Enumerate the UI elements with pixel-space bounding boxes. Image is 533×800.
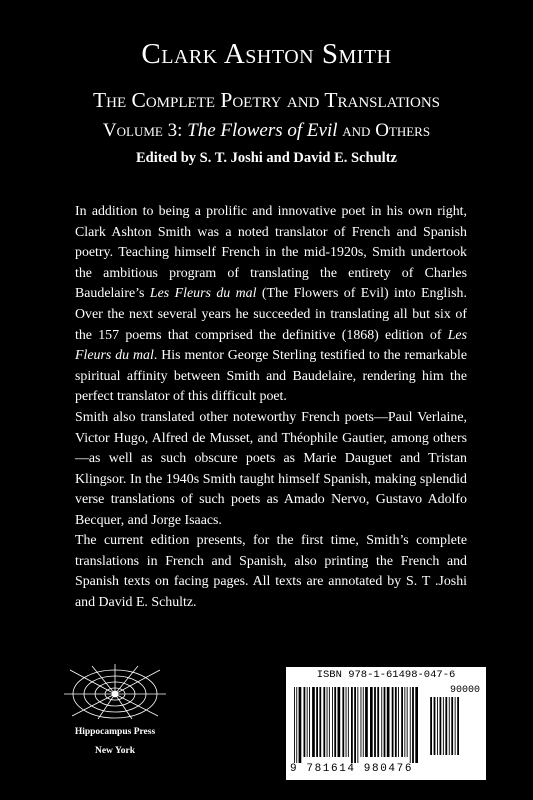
barcode-bar xyxy=(307,687,308,757)
blurb-text-run: In addition to being a prolific and innovative poet in his own right, Clark Ashton Smith was a noted translator of French and Spanish poetry. Teaching himself French in the mid-1920s, Smith undertook the ambitious program of translating the entirety of Charles Baudelaire’s xyxy=(75,204,467,302)
barcode-bar xyxy=(377,687,379,757)
blurb-paragraph-1 xyxy=(75,202,467,408)
barcode-bar xyxy=(374,687,376,757)
barcode-bar xyxy=(299,687,302,763)
blurb-paragraph-3: The current edition presents, for the first time, Smith’s complete translations in French and Spanish, also printing the French and Spanish texts on facing pages. All texts are annotated by S. T .Joshi and David E. Schultz. xyxy=(75,533,467,610)
volume-title-italic: The Flowers of Evil xyxy=(187,120,338,141)
blurb-paragraph-2: Smith also translated other noteworthy French poets—Paul Verlaine, Victor Hugo, Alfred de Musset, and Théophile Gautier, among others—as well as such obscure poets as Marie Dauguet and Tristan Klingsor. In the 1940s Smith taught himself Spanish, making splendid verse translations of such poets as Amado Nervo, Gustavo Adolfo Becquer, and Jorge Isaacs. xyxy=(75,410,467,528)
barcode-bar xyxy=(304,687,306,757)
ean-digits: 9 781614 980476 xyxy=(290,763,414,775)
isbn-barcode xyxy=(286,667,486,780)
barcode-bars xyxy=(286,683,486,763)
barcode-bar xyxy=(370,687,373,757)
barcode-bar xyxy=(316,687,318,757)
barcode-bar xyxy=(415,687,418,763)
barcode-bar xyxy=(363,687,364,757)
blurb-text-run: . His mentor George Sterling testified to the remarkable spiritual affinity between Smith and Baudelaire, rendering him the perfect translator of this difficult poet. xyxy=(75,348,467,405)
barcode-bar xyxy=(440,697,442,755)
spider-web-icon xyxy=(62,664,168,720)
barcode-bar xyxy=(365,687,368,757)
barcode-bar xyxy=(357,687,358,763)
volume-suffix: and Others xyxy=(342,120,431,141)
barcode-bar xyxy=(342,687,344,757)
barcode-bar xyxy=(401,687,403,757)
barcode-bar xyxy=(346,687,347,757)
barcode-bar xyxy=(351,687,353,763)
barcode-bar xyxy=(312,687,315,757)
barcode-bar xyxy=(327,687,328,757)
barcode-bar xyxy=(384,687,386,757)
barcode-bar xyxy=(361,687,362,757)
barcode-bar xyxy=(430,697,432,755)
isbn-label: ISBN 978-1-61498-047-6 xyxy=(316,669,456,681)
barcode-bar xyxy=(451,697,453,755)
barcode-bar xyxy=(309,687,310,757)
book-title-italic: Les Fleurs du mal xyxy=(75,327,467,364)
barcode-bar xyxy=(392,687,394,757)
editors-line: Edited by S. T. Joshi and David E. Schultz xyxy=(136,150,397,166)
barcode-bar xyxy=(434,697,436,755)
volume-prefix: Volume 3: xyxy=(102,120,183,141)
barcode-bar xyxy=(437,697,438,755)
publisher-city: New York xyxy=(94,746,136,756)
barcode-bar xyxy=(449,697,450,755)
barcode-bar xyxy=(445,697,447,755)
volume-title xyxy=(0,120,533,142)
barcode-bar xyxy=(338,687,341,757)
barcode-bar xyxy=(395,687,397,757)
barcode-bar xyxy=(443,697,444,755)
book-title-italic: Les Fleurs du mal xyxy=(149,286,257,302)
barcode-bar xyxy=(404,687,405,757)
barcode-bar xyxy=(348,687,349,757)
barcode-bar xyxy=(407,687,408,757)
barcode-bar xyxy=(296,687,297,763)
barcode-bar xyxy=(387,687,390,757)
publisher-name: Hippocampus Press xyxy=(74,727,156,737)
barcode-bar xyxy=(455,697,456,755)
barcode-bar xyxy=(398,687,399,757)
barcode-bar xyxy=(334,687,336,757)
barcode-bar xyxy=(329,687,330,757)
barcode-bar xyxy=(457,697,459,755)
barcode-bar xyxy=(323,687,325,757)
barcode-bar xyxy=(319,687,321,757)
price-code: 90000 xyxy=(449,685,480,696)
author-name: Clark Ashton Smith xyxy=(141,38,392,70)
barcode-bar xyxy=(294,687,295,763)
barcode-bar xyxy=(332,687,333,757)
series-title: The Complete Poetry and Translations xyxy=(92,88,440,112)
barcode-bar xyxy=(410,687,411,763)
barcode-bar xyxy=(412,687,414,763)
barcode-bar xyxy=(381,687,382,757)
barcode-bar xyxy=(354,687,356,763)
blurb-text-run: (The Flowers of Evil) into English. Over the next several years he succeeded in translating all but six of the 157 poems that comprised the definitive (1868) edition of xyxy=(75,286,467,343)
